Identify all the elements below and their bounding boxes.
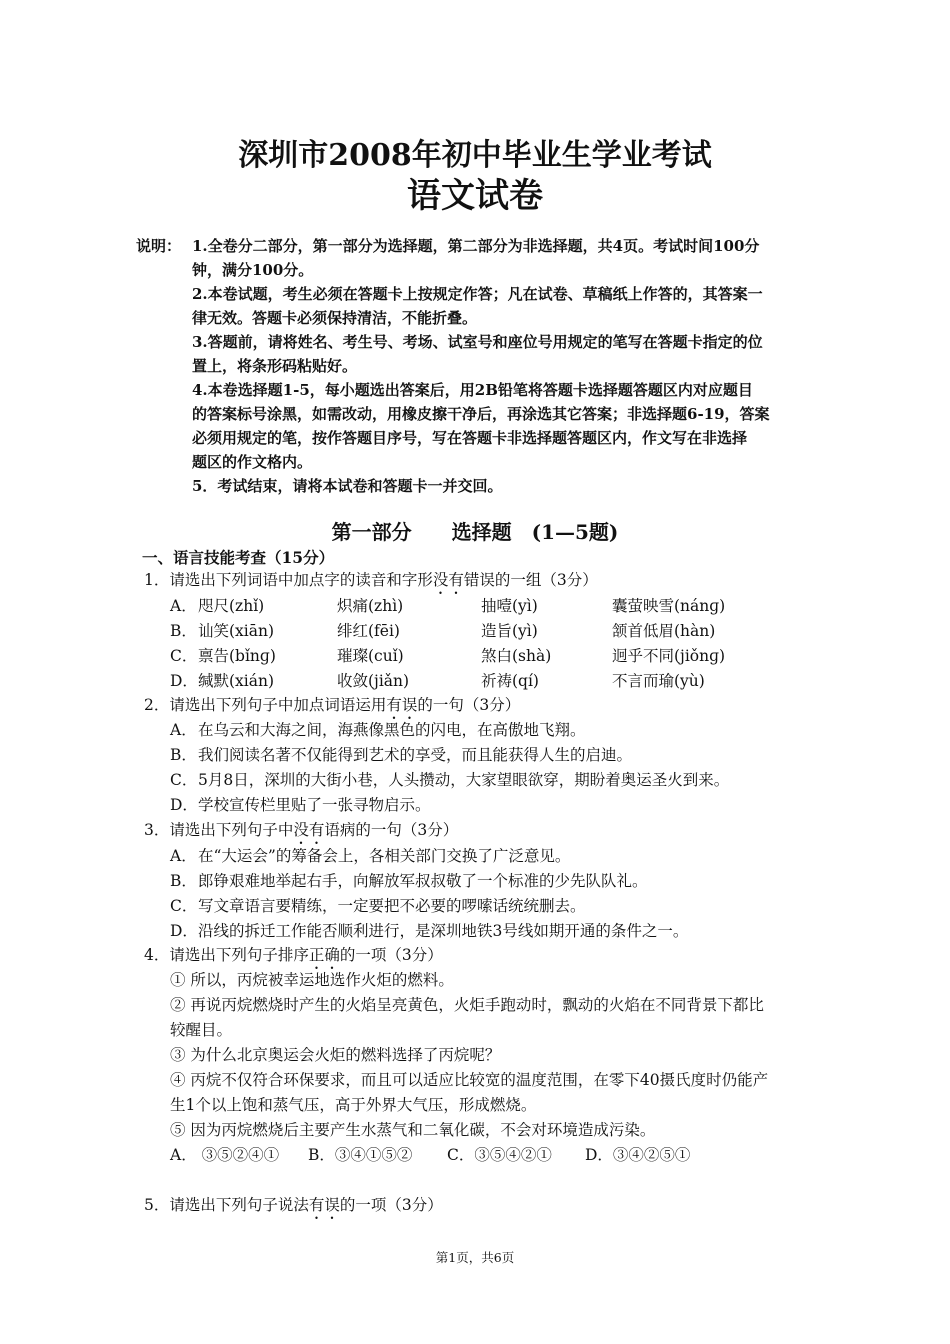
word-item: 咫尺(zhǐ) [198, 597, 265, 615]
sentence-line: ④ 丙烷不仅符合环保要求，而且可以适应比较宽的温度范围，在零下40摄氏度时仍能产 [170, 1071, 769, 1089]
notes-line: 的答案标号涂黑，如需改动，用橡皮擦干净后，再涂选其它答案；非选择题6-19，答案 [192, 405, 770, 423]
notes-line: 必须用规定的笔，按作答题目序号，写在答题卡非选择题答题区内，作文写在非选择 [192, 429, 748, 447]
notes-line: 2.本卷试题，考生必须在答题卡上按规定作答；凡在试卷、草稿纸上作答的，其答案一 [192, 285, 763, 303]
word-item: 囊萤映雪(nánɡ) [612, 597, 726, 615]
question-number: 5． [144, 1196, 170, 1214]
word-item: 璀璨(cuǐ) [337, 647, 404, 665]
part-title: 第一部分 选择题 (1—5题) [331, 520, 619, 544]
option-letter: C． [170, 897, 198, 915]
option-letter: C． [170, 771, 198, 789]
word-item: 炽痛(zhì) [337, 597, 404, 615]
answer-option: A． ③⑤②④① [170, 1146, 280, 1164]
option-letter: D． [170, 796, 198, 814]
word-item: 颔首低眉(hàn) [612, 622, 716, 640]
option-text: 我们阅读名著不仅能得到艺术的享受，而且能获得人生的启迪。 [198, 746, 633, 764]
notes-line: 置上，将条形码粘贴好。 [192, 357, 358, 375]
word-item: 绯红(fēi) [337, 622, 400, 640]
notes-line: 3.答题前，请将姓名、考生号、考场、试室号和座位号用规定的笔写在答题卡指定的位 [192, 333, 763, 351]
option-text: 郎铮艰难地举起右手，向解放军叔叔敬了一个标准的少先队队礼。 [198, 872, 648, 890]
sentence-line: ⑤ 因为丙烷燃烧后主要产生水蒸气和二氧化碳，不会对环境造成污染。 [170, 1121, 656, 1139]
question-number: 1． [144, 571, 170, 589]
notes-line: 1.全卷分二部分，第一部分为选择题，第二部分为非选择题，共4页。考试时间100分 [192, 237, 760, 255]
question-4-stem: 4．请选出下列句子排序正确的一项（3分） [144, 946, 443, 964]
answer-option: C．③⑤④②① [447, 1146, 552, 1164]
section-title: 一、语言技能考查（15分） [142, 548, 335, 567]
option-letter: B． [170, 622, 197, 640]
word-item: 造旨(yì) [481, 622, 538, 640]
word-item: 迥乎不同(jiǒnɡ) [612, 647, 726, 665]
option-letter: A． [170, 721, 197, 739]
option-text: 在乌云和大海之间，海燕像黑色的闪电，在高傲地飞翔。 [198, 721, 586, 739]
word-item: 禀告(bǐnɡ) [198, 647, 276, 665]
option-letter: C． [170, 647, 198, 665]
notes-line: 4.本卷选择题1-5，每小题选出答案后，用2B铅笔将答题卡选择题答题区内对应题目 [192, 381, 753, 399]
word-item: 煞白(shà) [481, 647, 552, 665]
option-text: 写文章语言要精练，一定要把不必要的啰嗦话统统删去。 [198, 897, 586, 915]
option-letter: B． [170, 746, 197, 764]
sentence-line: 生1个以上饱和蒸气压，高于外界大气压，形成燃烧。 [170, 1096, 537, 1114]
question-number: 2． [144, 696, 170, 714]
notes-line: 5．考试结束，请将本试卷和答题卡一并交回。 [192, 477, 503, 495]
word-item: 缄默(xián) [198, 672, 275, 690]
option-text: 在“大运会”的筹备会上，各相关部门交换了广泛意见。 [198, 847, 571, 865]
sentence-line: 较醒目。 [170, 1021, 233, 1039]
question-number: 3． [144, 821, 170, 839]
option-text: 沿线的拆迁工作能否顺利进行，是深圳地铁3号线如期开通的条件之一。 [198, 922, 689, 940]
option-letter: D． [170, 672, 198, 690]
page-footer: 第1页，共6页 [435, 1250, 515, 1265]
word-item: 不言而瑜(yù) [612, 672, 705, 690]
notes-label: 说明： [136, 237, 182, 255]
option-letter: A． [170, 847, 197, 865]
word-item: 祈祷(qí) [481, 672, 539, 690]
notes-line: 律无效。答题卡必须保持清洁，不能折叠。 [192, 309, 478, 327]
word-item: 抽噎(yì) [481, 597, 538, 615]
answer-option: D．③④②⑤① [585, 1146, 691, 1164]
option-letter: B． [170, 872, 197, 890]
option-text: 5月8日，深圳的大街小巷，人头攒动，大家望眼欲穿，期盼着奥运圣火到来。 [198, 771, 730, 789]
question-5-stem: 5．请选出下列句子说法有误的一项（3分） [144, 1196, 443, 1214]
question-1-stem: 1．请选出下列词语中加点字的读音和字形没有错误的一组（3分） [144, 571, 598, 589]
question-number: 4． [144, 946, 170, 964]
exam-title: 深圳市2008年初中毕业生学业考试 [238, 138, 712, 173]
option-letter: D． [170, 922, 198, 940]
notes-line: 题区的作文格内。 [192, 453, 313, 471]
sentence-line: ① 所以，丙烷被幸运地选作火炬的燃料。 [170, 971, 454, 989]
sentence-line: ② 再说丙烷燃烧时产生的火焰呈亮黄色，火炬手跑动时，飘动的火焰在不同背景下都比 [170, 996, 764, 1014]
answer-option: B．③④①⑤② [308, 1146, 413, 1164]
exam-subtitle: 语文试卷 [407, 176, 543, 216]
sentence-line: ③ 为什么北京奥运会火炬的燃料选择了丙烷呢？ [170, 1046, 501, 1064]
question-3-stem: 3．请选出下列句子中没有语病的一句（3分） [144, 821, 459, 839]
notes-line: 钟，满分100分。 [192, 261, 314, 279]
option-letter: A． [170, 597, 197, 615]
word-item: 讪笑(xiān) [198, 622, 275, 640]
question-2-stem: 2．请选出下列句子中加点词语运用有误的一句（3分） [144, 696, 521, 714]
word-item: 收敛(jiǎn) [337, 672, 410, 690]
option-text: 学校宣传栏里贴了一张寻物启示。 [198, 796, 431, 814]
